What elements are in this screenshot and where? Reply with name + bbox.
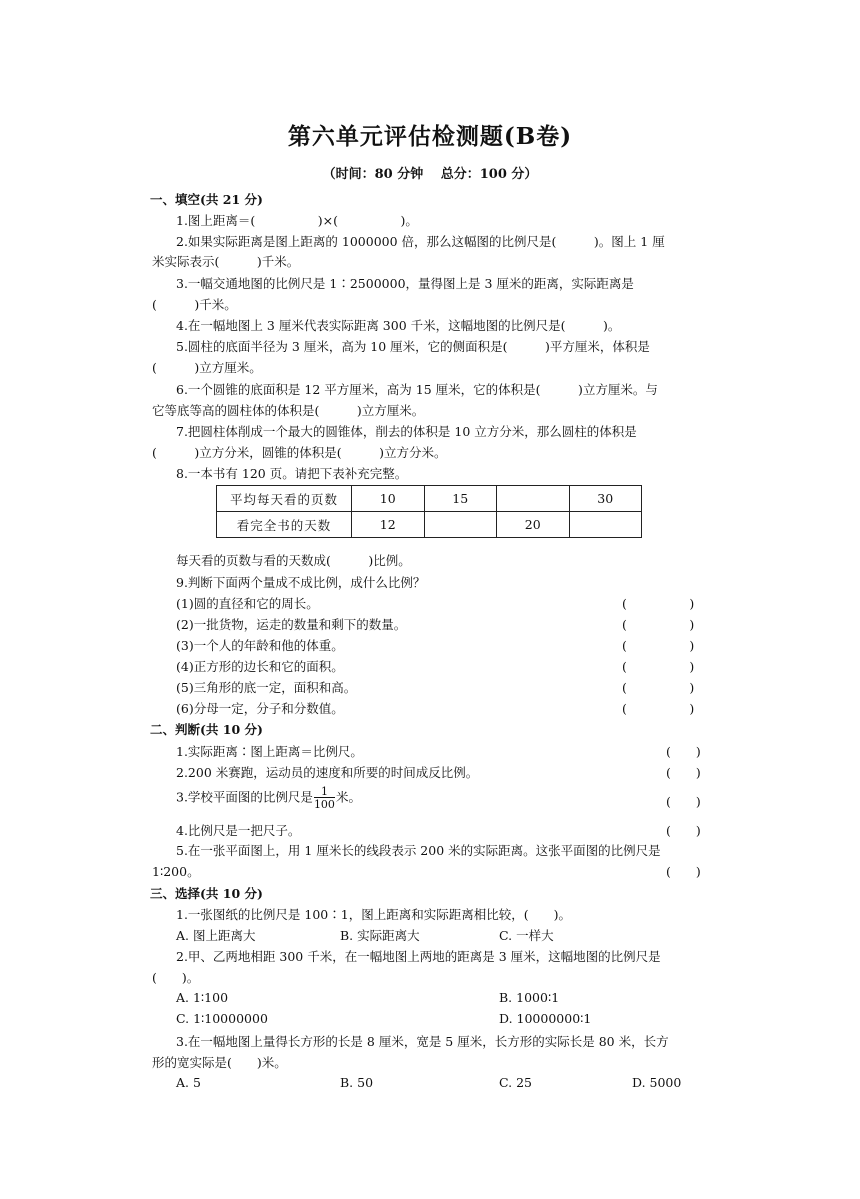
judge-answer-paren: ( ) (666, 744, 701, 759)
judge-q5-line2: 1∶200。 (152, 864, 200, 879)
q9-answer-paren: ( ) (622, 617, 695, 632)
fill-q1: 1.图上距离＝( )×( )。 (176, 213, 418, 228)
choice-option: C. 1∶10000000 (176, 1011, 268, 1026)
q9-item: (4)正方形的边长和它的面积。 (176, 659, 344, 674)
fill-q2-line1: 2.如果实际距离是图上距离的 1000000 倍，那么这幅图的比例尺是( )。图上 1 厘 (176, 234, 665, 249)
table-header-pages: 平均每天看的页数 (217, 486, 352, 512)
q9-item: (3)一个人的年龄和他的体重。 (176, 638, 344, 653)
table-row (217, 512, 642, 538)
choice-q1: 1.一张图纸的比例尺是 100∶1，图上距离和实际距离相比较，( )。 (176, 907, 571, 922)
judge-q3 (176, 786, 361, 810)
fill-q7-line1: 7.把圆柱体削成一个最大的圆锥体，削去的体积是 10 立方分米，那么圆柱的体积是 (176, 424, 637, 439)
choice-option: D. 10000000∶1 (499, 1011, 592, 1026)
choice-q3-line1: 3.在一幅地图上量得长方形的长是 8 厘米，宽是 5 厘米，长方形的实际长是 80 米，长方 (176, 1034, 669, 1049)
choice-q2-line1: 2.甲、乙两地相距 300 千米，在一幅地图上两地的距离是 3 厘米，这幅地图的比例尺是 (176, 949, 661, 964)
judge-answer-paren: ( ) (666, 794, 701, 809)
reading-table (216, 485, 642, 538)
judge-answer-paren: ( ) (666, 864, 701, 879)
choice-option: C. 一样大 (499, 928, 554, 943)
fill-q3-line1: 3.一幅交通地图的比例尺是 1∶2500000，量得图上是 3 厘米的距离，实际距离是 (176, 276, 634, 291)
fill-q4: 4.在一幅地图上 3 厘米代表实际距离 300 千米，这幅地图的比例尺是( )。 (176, 318, 621, 333)
choice-option: D. 5000 (632, 1075, 682, 1090)
choice-option: B. 1000∶1 (499, 990, 560, 1005)
choice-option: A. 1∶100 (176, 990, 229, 1005)
table-cell (569, 512, 642, 538)
fraction (314, 786, 335, 810)
choice-option: A. 5 (176, 1075, 201, 1090)
choice-q2-line2: ( )。 (152, 970, 200, 985)
table-row (217, 486, 642, 512)
table-header-days: 看完全书的天数 (217, 512, 352, 538)
fill-q2-line2: 米实际表示( )千米。 (152, 254, 300, 269)
choice-option: B. 实际距离大 (340, 928, 420, 943)
judge-q4: 4.比例尺是一把尺子。 (176, 823, 301, 838)
q9-item: (2)一批货物，运走的数量和剩下的数量。 (176, 617, 407, 632)
q9-answer-paren: ( ) (622, 659, 695, 674)
fill-q6-line2: 它等底等高的圆柱体的体积是( )立方厘米。 (152, 403, 425, 418)
fraction-numerator: 1 (314, 786, 335, 798)
judge-answer-paren: ( ) (666, 823, 701, 838)
fill-q7-line2: ( )立方分米，圆锥的体积是( )立方分米。 (152, 445, 447, 460)
section-judge-heading: 二、判断(共 10 分) (150, 722, 263, 737)
choice-option: C. 25 (499, 1075, 532, 1090)
table-cell (497, 486, 570, 512)
judge-q2: 2.200 米赛跑，运动员的速度和所要的时间成反比例。 (176, 765, 479, 780)
q9-item: (5)三角形的底一定，面积和高。 (176, 680, 357, 695)
judge-q5-line1: 5.在一张平面图上，用 1 厘米长的线段表示 200 米的实际距离。这张平面图的比例尺是 (176, 843, 661, 858)
q9-answer-paren: ( ) (622, 680, 695, 695)
page-subtitle: （时间：80 分钟 总分：100 分） (322, 167, 538, 182)
table-cell (424, 512, 497, 538)
table-cell: 12 (352, 512, 425, 538)
fill-q8-followup: 每天看的页数与看的天数成( )比例。 (176, 553, 411, 568)
q9-answer-paren: ( ) (622, 638, 695, 653)
fill-q5-line2: ( )立方厘米。 (152, 360, 262, 375)
fill-q6-line1: 6.一个圆锥的底面积是 12 平方厘米，高为 15 厘米，它的体积是( )立方厘米。与 (176, 382, 658, 397)
page-title: 第六单元评估检测题(B卷) (287, 123, 573, 150)
table-cell: 30 (569, 486, 642, 512)
choice-option: B. 50 (340, 1075, 374, 1090)
judge-q3-text: 3.学校平面图的比例尺是 (176, 789, 313, 805)
judge-q1: 1.实际距离∶图上距离＝比例尺。 (176, 744, 363, 759)
fill-q8: 8.一本书有 120 页。请把下表补充完整。 (176, 466, 408, 481)
table-cell: 20 (497, 512, 570, 538)
section-choice-heading: 三、选择(共 10 分) (150, 886, 263, 901)
table-cell: 10 (352, 486, 425, 512)
judge-answer-paren: ( ) (666, 765, 701, 780)
choice-q3-line2: 形的宽实际是( )米。 (152, 1055, 287, 1070)
table-cell: 15 (424, 486, 497, 512)
q9-answer-paren: ( ) (622, 596, 695, 611)
fill-q3-line2: ( )千米。 (152, 297, 237, 312)
q9-answer-paren: ( ) (622, 701, 695, 716)
q9-item: (1)圆的直径和它的周长。 (176, 596, 319, 611)
fill-q9: 9.判断下面两个量成不成比例，成什么比例？ (176, 575, 426, 590)
choice-option: A. 图上距离大 (176, 928, 256, 943)
fill-q5-line1: 5.圆柱的底面半径为 3 厘米，高为 10 厘米，它的侧面积是( )平方厘米，体积是 (176, 339, 650, 354)
fraction-denominator: 100 (313, 798, 335, 811)
q9-item: (6)分母一定，分子和分数值。 (176, 701, 344, 716)
judge-q3-suffix: 米。 (335, 789, 361, 805)
section-fill-heading: 一、填空(共 21 分) (150, 192, 263, 207)
